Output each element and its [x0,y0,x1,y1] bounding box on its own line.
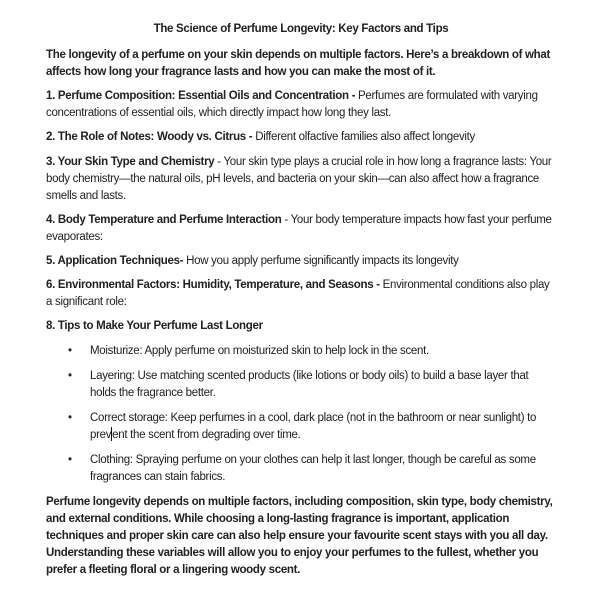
bullet-item-3[interactable] [68,410,556,444]
section-heading-text: 1. Perfume Composition: Essential Oils and Concentration - [46,90,356,103]
bullet-text-after-caret: ent the scent from degrading over time. [112,428,301,441]
section-body-text: Perfumes are formulated with varying concentrations of essential oils, which directly impact how long they last. [46,90,538,120]
section-body-text: - Your body temperature impacts how fast your perfume evaporates: [46,213,552,243]
bullet-text: Layering: Use matching scented products (like lotions or body oils) to build a base layer that holds the fragrance better. [90,369,529,399]
section-body-text: How you apply perfume significantly impacts its longevity [183,254,459,267]
intro-paragraph[interactable]: The longevity of a perfume on your skin depends on multiple factors. Here’s a breakdown of what affects how long your fragrance lasts and how you can make the most of it. [46,49,550,78]
section-paragraph-1[interactable] [46,88,556,122]
section-paragraph-7[interactable] [46,318,556,335]
section-heading-text: 5. Application Techniques- [46,254,184,267]
section-heading-text: 3. Your Skin Type and Chemistry [46,155,215,168]
document-title[interactable]: The Science of Perfume Longevity: Key Factors and Tips [153,23,449,35]
section-heading-text: 4. Body Temperature and Perfume Interaction [46,213,282,226]
section-paragraph-6[interactable] [46,277,556,311]
bullet-item-1[interactable] [68,343,556,360]
sections-container [46,88,556,335]
bullet-icon: • [68,411,72,424]
section-heading-text: 6. Environmental Factors: Humidity, Temperature, and Seasons - [46,279,380,292]
bullet-text: Moisturize: Apply perfume on moisturized skin to help lock in the scent. [90,344,429,357]
bullet-icon: • [68,344,72,357]
conclusion-paragraph[interactable]: Perfume longevity depends on multiple factors, including composition, skin type, body chemistry, and external conditions. While choosing a long-lasting fragrance is important, application techniques and proper skin care can also help ensure your favourite scent stays with you all day. Understanding these variables will allow you to enjoy your perfumes to the fullest, whether you prefer a fleeting floral or a lingering woody scent. [46,495,553,576]
section-body-text: - Your skin type plays a crucial role in how long a fragrance lasts: Your body chemistry—the natural oils, pH levels, and bacteria on your skin—can also affect how a fragrance smells and lasts. [46,155,552,202]
section-heading-text: 2. The Role of Notes: Woody vs. Citrus - [46,131,253,144]
section-paragraph-3[interactable] [46,154,556,205]
tips-bullet-list [46,343,556,486]
section-paragraph-2[interactable] [46,129,556,146]
bullet-item-4[interactable] [68,452,556,486]
section-body-text: Different olfactive families also affect longevity [252,131,476,144]
bullet-item-2[interactable] [68,368,556,402]
section-paragraph-5[interactable] [46,253,556,270]
bullet-icon: • [68,369,72,382]
section-paragraph-4[interactable] [46,212,556,246]
bullet-text: Clothing: Spraying perfume on your clothes can help it last longer, though be careful as some fragrances can stain fabrics. [90,453,536,483]
bullet-icon: • [68,453,72,466]
section-body-text: Environmental conditions also play a significant role: [46,279,550,309]
section-heading-text: 8. Tips to Make Your Perfume Last Longer [46,320,263,333]
bullet-text-before-caret: Correct storage: Keep perfumes in a cool, dark place (not in the bathroom or near sunlight) to prev [90,411,537,441]
